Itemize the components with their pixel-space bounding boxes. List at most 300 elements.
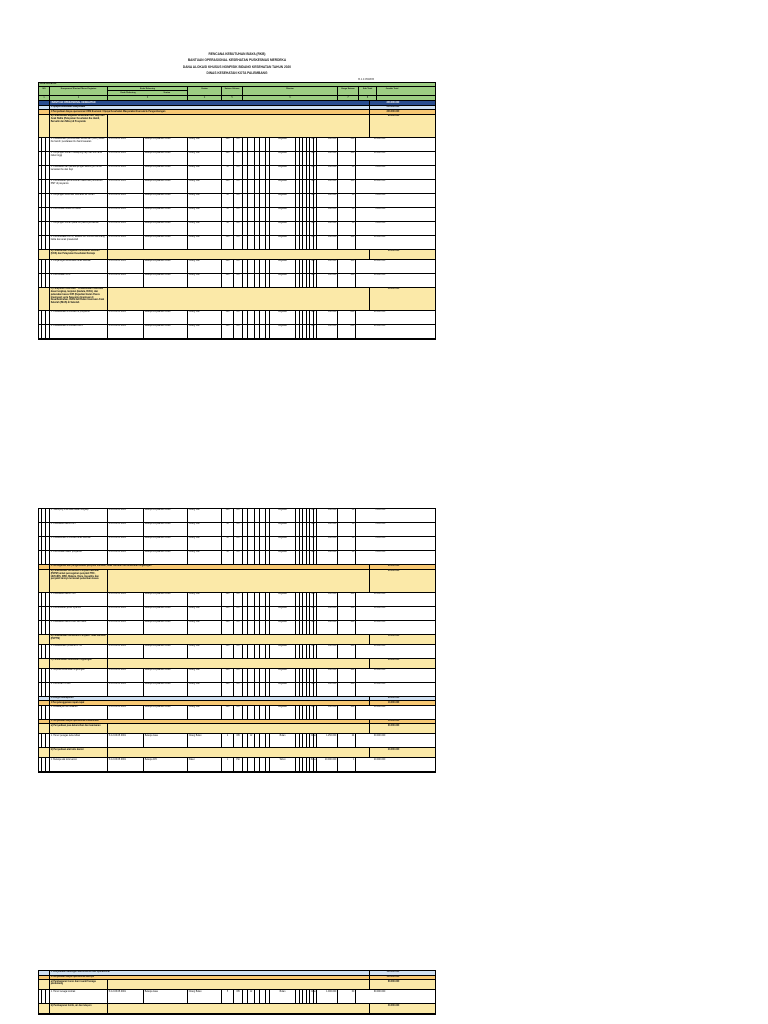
index-cell bbox=[377, 96, 407, 100]
kode-rekening: 5.2.2.06.05.0001 bbox=[108, 669, 144, 682]
harga-satuan: 100.000 bbox=[317, 537, 338, 550]
kode-rekening: 5.2.2.06.05.0001 bbox=[108, 152, 144, 165]
table-row bbox=[39, 180, 435, 194]
item-description: 6. Pembinaan kelas ibu balita bbox=[50, 208, 108, 221]
item-description: 2. Kunjungan rumah / sweeping bayi dan ibu hamil risiko tinggi bbox=[50, 152, 108, 165]
harga-satuan: 100.000 bbox=[317, 706, 338, 719]
rincian: Paket bbox=[310, 758, 314, 771]
satuan: Orang Kali bbox=[188, 152, 222, 165]
row-marker bbox=[39, 1004, 50, 1013]
rincian: Orang bbox=[310, 734, 314, 747]
unit-1: OB bbox=[234, 734, 243, 747]
unit-2: Kegiatan bbox=[270, 325, 296, 338]
unit-1: OK bbox=[234, 260, 243, 273]
unit-2: Kegiatan bbox=[270, 166, 296, 179]
volume-2 bbox=[248, 523, 255, 536]
row-marker bbox=[39, 971, 50, 975]
row-marker bbox=[39, 115, 50, 137]
harga-satuan: 100.000 bbox=[317, 208, 338, 221]
unit-1: OK bbox=[234, 274, 243, 287]
harga-satuan: 100.000 bbox=[317, 621, 338, 634]
spacer bbox=[108, 288, 370, 310]
sub-activity-row bbox=[39, 659, 435, 669]
sub-activity-row bbox=[39, 288, 435, 311]
row-marker bbox=[39, 720, 50, 724]
unit-2: Kegiatan bbox=[270, 222, 296, 235]
rincian: Tim bbox=[310, 152, 314, 165]
volume-1: 5 bbox=[222, 990, 234, 1003]
rincian: Tim bbox=[310, 236, 314, 249]
jumlah-total: 20.000.000 bbox=[373, 758, 386, 761]
sub-total: 100 bbox=[338, 236, 356, 249]
sub-total: 100 bbox=[338, 152, 356, 165]
volume-2 bbox=[248, 194, 255, 207]
section-label: a) Pembayaran honor dan insentif tenaga pendukung bbox=[50, 980, 108, 989]
table-row bbox=[39, 523, 435, 537]
section-total: 40.000.000 bbox=[387, 1004, 400, 1007]
item-description: 1. Inspeksi kesehatan lingkungan bbox=[50, 669, 108, 682]
section-label: I BANTUAN OPERASIONAL KESEHATAN bbox=[50, 101, 370, 105]
uraian-belanja: Belanja Perjalanan Dinas bbox=[144, 180, 188, 193]
document-number: B.1.3.05/RKB bbox=[358, 77, 374, 81]
unit-1: OK bbox=[234, 509, 243, 522]
spacer bbox=[108, 659, 370, 668]
table-row bbox=[39, 734, 435, 748]
item-description: 3. Pelacakan dan pendampingan kasus gizi buruk/ kematian ibu dan bayi bbox=[50, 166, 108, 179]
unit-1: OK bbox=[234, 152, 243, 165]
harga-satuan: 100.000 bbox=[317, 138, 338, 151]
row-marker bbox=[39, 980, 50, 989]
volume-2 bbox=[248, 669, 255, 682]
kode-rekening: 5.2.2.06.05.0001 bbox=[108, 706, 144, 719]
header-satuan-volume bbox=[222, 87, 243, 95]
sub-total: 50 bbox=[338, 208, 356, 221]
sub-total: 50 bbox=[338, 166, 356, 179]
index-cell: 1 bbox=[39, 96, 50, 100]
document-page-3 bbox=[38, 970, 436, 1015]
sub-total: 50 bbox=[338, 222, 356, 235]
table-row bbox=[39, 706, 435, 720]
budget-table-continued bbox=[38, 508, 436, 773]
unit-2: Kegiatan bbox=[270, 180, 296, 193]
section-label: a) Pelaksanaan Surveilans Penyakit Menular (P2PM) untuk pencegahan penyakit TBC, HIV/AIDS, DBD, Malaria, Diare, Hepatitis dan penyakit lainnya termasuk penemuan kasus bbox=[50, 570, 108, 592]
jumlah-total: 5.000.000 bbox=[375, 537, 386, 540]
spacer bbox=[108, 635, 370, 644]
uraian-belanja: Belanja Jasa bbox=[144, 734, 188, 747]
rincian: Tim bbox=[310, 311, 314, 324]
unit-2: Kegiatan bbox=[270, 260, 296, 273]
unit-2: Kegiatan bbox=[270, 274, 296, 287]
uraian-belanja: Belanja Perjalanan Dinas bbox=[144, 537, 188, 550]
kode-rekening: 5.2.2.06.05.0001 bbox=[108, 222, 144, 235]
jumlah-total: 10.000.000 bbox=[373, 620, 386, 623]
table-row bbox=[39, 607, 435, 621]
kode-rekening: 5.2.2.06.05.0001 bbox=[108, 260, 144, 273]
rincian: Tim bbox=[310, 621, 314, 634]
header-harga-satuan: Harga Satuan bbox=[338, 87, 359, 95]
header-volume: Volume bbox=[232, 87, 240, 90]
kode-rekening: 5.2.2.06.05.0001 bbox=[108, 645, 144, 658]
harga-satuan: 100.000 bbox=[317, 645, 338, 658]
volume-2: 12 bbox=[248, 734, 255, 747]
kode-rekening: 5.2.2.06.05.0001 bbox=[108, 683, 144, 696]
satuan: Orang Kali bbox=[188, 260, 222, 273]
section-total: 20.000.000 bbox=[387, 658, 400, 661]
sub-total: 100 bbox=[338, 669, 356, 682]
volume-1: 50 bbox=[222, 194, 234, 207]
unit-1: OK bbox=[234, 607, 243, 620]
section-label: b) Penyediaan alat tulis kantor bbox=[50, 748, 108, 757]
section-label: c) Pemantauan kesehatan lingkungan bbox=[50, 659, 108, 668]
sub-total: 100 bbox=[338, 274, 356, 287]
satuan: Orang Kali bbox=[188, 194, 222, 207]
harga-satuan: 100.000 bbox=[317, 260, 338, 273]
sub-activity-row bbox=[39, 635, 435, 645]
uraian-belanja: Belanja Perjalanan Dinas bbox=[144, 509, 188, 522]
rincian: Orang bbox=[310, 990, 314, 1003]
kode-rekening: 5.2.2.06.05.0001 bbox=[108, 537, 144, 550]
jumlah-total: 10.000.000 bbox=[373, 644, 386, 647]
table-row bbox=[39, 208, 435, 222]
harga-satuan: 100.000 bbox=[317, 180, 338, 193]
section-label: B Fungsi Manajemen bbox=[50, 697, 370, 701]
unit-2: Kegiatan bbox=[270, 152, 296, 165]
jumlah-total: 20.000.000 bbox=[373, 311, 386, 314]
unit-1: OK bbox=[234, 138, 243, 151]
rincian: Tim bbox=[310, 208, 314, 221]
unit-1: OK bbox=[234, 669, 243, 682]
table-header-row bbox=[39, 87, 435, 96]
item-description: 2. Pemicuan STBM bbox=[50, 683, 108, 696]
table-row bbox=[39, 260, 435, 274]
volume-2 bbox=[248, 325, 255, 338]
harga-satuan: 100.000 bbox=[317, 236, 338, 249]
table-row bbox=[39, 138, 435, 152]
satuan: Orang Kali bbox=[188, 537, 222, 550]
rincian: Tim bbox=[310, 607, 314, 620]
unit-1: OK bbox=[234, 683, 243, 696]
uraian-belanja: Belanja Perjalanan Dinas bbox=[144, 194, 188, 207]
unit-1: OK bbox=[234, 180, 243, 193]
unit-2: Kegiatan bbox=[270, 645, 296, 658]
section-label: 1 Penyelenggaraan rapat-rapat bbox=[50, 701, 370, 705]
kode-rekening: 5.2.2.06.05.0001 bbox=[108, 325, 144, 338]
budget-table bbox=[38, 82, 436, 340]
kode-rekening: 5.2.2.06.05.0001 bbox=[108, 509, 144, 522]
jumlah-total: 5.000.000 bbox=[375, 194, 386, 197]
jumlah-total: 5.000.000 bbox=[375, 523, 386, 526]
unit-2: Tahun bbox=[270, 758, 296, 771]
volume-2 bbox=[248, 166, 255, 179]
volume-2 bbox=[248, 593, 255, 606]
jumlah-total: 10.000.000 bbox=[373, 592, 386, 595]
section-total: 10.000.000 bbox=[387, 701, 400, 704]
uraian-belanja: Belanja Perjalanan Dinas bbox=[144, 325, 188, 338]
sub-total: 500 bbox=[338, 138, 356, 151]
item-description: 3. Sweeping imunisasi dasar lengkap bbox=[50, 509, 108, 522]
section-label: c) Pelayanan Imunisasi : Pelaksanaan Imunisasi dasar lengkap, lanjutan (baduta, BIAS), dan pelacakan kasus KIPI (Kejadian Ikutan Pasca Imunisasi) serta Sweeping Imunisasi di Desa/Kelurahan, BIAN dan Bulan Imunisasi Anak Sekolah (BIAS) di Sekolah bbox=[50, 288, 108, 310]
jumlah-total: 10.000.000 bbox=[373, 152, 386, 155]
kode-rekening: 5.2.2.06.05.0001 bbox=[108, 208, 144, 221]
satuan: Orang Kali bbox=[188, 669, 222, 682]
kode-rekening: 5.2.2.06.05.0001 bbox=[108, 758, 144, 771]
harga-satuan: 100.000 bbox=[317, 523, 338, 536]
sub-total: 200 bbox=[338, 325, 356, 338]
spacer bbox=[108, 570, 370, 592]
item-description: 1. Honor petugas kebersihan bbox=[50, 734, 108, 747]
sub-activity-row bbox=[39, 748, 435, 758]
document-page-1 bbox=[38, 52, 436, 340]
row-marker bbox=[39, 565, 50, 569]
uraian-belanja: Belanja Perjalanan Dinas bbox=[144, 551, 188, 564]
sub-activity-row bbox=[39, 250, 435, 260]
item-description: 4. Pelacakan kasus KIPI bbox=[50, 523, 108, 536]
volume-1: 100 bbox=[222, 180, 234, 193]
sub-total: 1 bbox=[338, 758, 356, 771]
volume-2 bbox=[248, 551, 255, 564]
table-row bbox=[39, 758, 435, 772]
volume-1: 100 bbox=[222, 645, 234, 658]
unit-2: Kegiatan bbox=[270, 593, 296, 606]
rincian: Tim bbox=[310, 683, 314, 696]
volume-1: 100 bbox=[222, 138, 234, 151]
uraian-belanja: Belanja Perjalanan Dinas bbox=[144, 607, 188, 620]
kode-rekening: 5.2.2.06.05.0001 bbox=[108, 621, 144, 634]
volume-1: 100 bbox=[222, 593, 234, 606]
kode-rekening: 5.2.2.06.05.0001 bbox=[108, 138, 144, 151]
rincian: Tim bbox=[310, 537, 314, 550]
spacer bbox=[108, 748, 370, 757]
unit-2: Kegiatan bbox=[270, 621, 296, 634]
row-marker bbox=[39, 724, 50, 733]
header-satuan: Satuan bbox=[224, 87, 232, 90]
uraian-belanja: Belanja Perjalanan Dinas bbox=[144, 260, 188, 273]
unit-2: Kegiatan bbox=[270, 607, 296, 620]
section-label: 2 Pencegahan dan pengendalian penyakit menular, tidak menular dan kesehatan lingkungan bbox=[50, 565, 370, 569]
section-total: 60.000.000 bbox=[387, 980, 400, 983]
unit-2: Kegiatan bbox=[270, 551, 296, 564]
item-description: 2. Pelaksanaan imunisasi BIAS bbox=[50, 325, 108, 338]
section-total: 100.000.000 bbox=[386, 971, 400, 974]
table-row bbox=[39, 274, 435, 288]
jumlah-total: 10.000.000 bbox=[373, 138, 386, 141]
kode-rekening: 5.2.2.06.05.0001 bbox=[108, 180, 144, 193]
header-uraian: Uraian bbox=[188, 87, 222, 95]
header-rincian: Rincian bbox=[243, 87, 338, 95]
header-uraian-group: Uraian bbox=[163, 91, 171, 94]
table-row bbox=[39, 509, 435, 523]
table-row bbox=[39, 194, 435, 208]
uraian-belanja: Belanja Perjalanan Dinas bbox=[144, 683, 188, 696]
sub-total: 50 bbox=[338, 509, 356, 522]
unit-1: OK bbox=[234, 208, 243, 221]
table-row bbox=[39, 537, 435, 551]
volume-2 bbox=[248, 180, 255, 193]
jumlah-total: 10.000.000 bbox=[373, 260, 386, 263]
jumlah-total: 10.000.000 bbox=[373, 236, 386, 239]
unit-1: OK bbox=[234, 523, 243, 536]
sub-total: 50 bbox=[338, 537, 356, 550]
index-cell: 3 bbox=[108, 96, 188, 100]
header-kode: Kode Rekening bbox=[120, 91, 136, 94]
jumlah-total: 10.000.000 bbox=[373, 668, 386, 671]
satuan: Orang Bulan bbox=[188, 990, 222, 1003]
item-description: 8. Pemeriksaan DDTK, deteksi dini tumbuh kembang balita dan anak prasekolah bbox=[50, 236, 108, 249]
table-row bbox=[39, 645, 435, 659]
table-row bbox=[39, 152, 435, 166]
table-row bbox=[39, 621, 435, 635]
volume-1: 100 bbox=[222, 607, 234, 620]
section-total: 60.000.000 bbox=[387, 565, 400, 568]
item-description: 2. Pembinaan UKS bbox=[50, 274, 108, 287]
rincian: Tim bbox=[310, 274, 314, 287]
kode-rekening: 5.2.2.06.05.0001 bbox=[108, 523, 144, 536]
rincian: Tim bbox=[310, 509, 314, 522]
harga-satuan: 100.000 bbox=[317, 325, 338, 338]
kode-rekening: 5.2.2.06.05.0001 bbox=[108, 607, 144, 620]
index-cell: 7 bbox=[338, 96, 359, 100]
kode-rekening: 5.2.2.06.05.0001 bbox=[108, 236, 144, 249]
kode-rekening: 5.2.2.06.05.0001 bbox=[108, 551, 144, 564]
satuan: Orang Kali bbox=[188, 274, 222, 287]
satuan: Orang Kali bbox=[188, 325, 222, 338]
harga-satuan: 100.000 bbox=[317, 509, 338, 522]
volume-2 bbox=[248, 260, 255, 273]
title-line: RENCANA KEBUTUHAN BIAYA (RKB) bbox=[208, 52, 266, 56]
jumlah-total: 5.000.000 bbox=[375, 551, 386, 554]
table-row bbox=[39, 551, 435, 565]
unit-1: OK bbox=[234, 194, 243, 207]
item-description: 1. Penjaringan kesehatan anak sekolah bbox=[50, 260, 108, 273]
table-body bbox=[39, 509, 435, 772]
harga-satuan: 1.250.000 bbox=[317, 734, 338, 747]
row-marker bbox=[39, 697, 50, 701]
kode-rekening: 5.2.2.06.05.0001 bbox=[108, 734, 144, 747]
header-kode-split bbox=[108, 87, 187, 94]
header-jumlah-total: Jumlah Total bbox=[385, 87, 399, 90]
jumlah-total: 20.000.000 bbox=[373, 325, 386, 328]
item-description: 4. Pemantauan pertumbuhan balita dan pemberian PMT di posyandu bbox=[50, 180, 108, 193]
unit-1: OK bbox=[234, 537, 243, 550]
section-total: 60.000.000 bbox=[387, 696, 400, 699]
table-row bbox=[39, 990, 435, 1004]
satuan: Orang Kali bbox=[188, 311, 222, 324]
unit-2: Kegiatan bbox=[270, 138, 296, 151]
unit-2: Bulan bbox=[270, 734, 296, 747]
spacer bbox=[108, 724, 370, 733]
volume-1: 50 bbox=[222, 537, 234, 550]
unit-1: Pkt bbox=[234, 758, 243, 771]
sub-activity-row bbox=[39, 724, 435, 734]
unit-1: OK bbox=[234, 222, 243, 235]
volume-1: 100 bbox=[222, 311, 234, 324]
uraian-belanja: Belanja Perjalanan Dinas bbox=[144, 222, 188, 235]
row-marker bbox=[39, 288, 50, 310]
volume-1: 100 bbox=[222, 683, 234, 696]
harga-satuan: 100.000 bbox=[317, 311, 338, 324]
uraian-belanja: Belanja Perjalanan Dinas bbox=[144, 208, 188, 221]
satuan: Orang Kali bbox=[188, 180, 222, 193]
harga-satuan: 100.000 bbox=[317, 683, 338, 696]
harga-satuan: 100.000 bbox=[317, 551, 338, 564]
title-line: BANTUAN OPERASIONAL KESEHATAN PUSKESMAS MERDEKA bbox=[187, 58, 287, 63]
table-body bbox=[39, 101, 435, 339]
harga-satuan: 100.000 bbox=[317, 222, 338, 235]
title-line: DANA ALOKASI KHUSUS NONFISIK BIDANG KESEHATAN TAHUN 2020 bbox=[182, 64, 292, 69]
item-description: 1. Pelaksanaan pemeriksaan kehamilan (ANC) kelas ibu hamil / pendataan ibu hamil sasaran bbox=[50, 138, 108, 151]
volume-2 bbox=[248, 683, 255, 696]
satuan: Orang Kali bbox=[188, 523, 222, 536]
section-total: 340.000.000 bbox=[386, 106, 400, 109]
unit-2: Kegiatan bbox=[270, 208, 296, 221]
volume-2 bbox=[248, 311, 255, 324]
item-description: 1. Belanja alat tulis kantor bbox=[50, 758, 108, 771]
unit-2: Bulan bbox=[270, 990, 296, 1003]
volume-2 bbox=[248, 222, 255, 235]
jumlah-total: 10.000.000 bbox=[373, 274, 386, 277]
jumlah-total: 10.000.000 bbox=[373, 180, 386, 183]
unit-2: Kegiatan bbox=[270, 509, 296, 522]
sub-total: 100 bbox=[338, 180, 356, 193]
satuan: Orang Kali bbox=[188, 236, 222, 249]
table-row bbox=[39, 669, 435, 683]
unit-1: OK bbox=[234, 621, 243, 634]
header-kode-rekening bbox=[108, 87, 188, 95]
rincian: Tim bbox=[310, 138, 314, 151]
volume-2 bbox=[248, 152, 255, 165]
volume-1: 50 bbox=[222, 551, 234, 564]
satuan: Paket bbox=[188, 758, 222, 771]
item-description: 1. Pelacakan kasus TBC bbox=[50, 593, 108, 606]
kode-rekening: 5.2.2.06.05.0001 bbox=[108, 311, 144, 324]
section-total: 20.000.000 bbox=[387, 250, 400, 253]
sub-activity-row bbox=[39, 1004, 435, 1014]
uraian-belanja: Belanja Perjalanan Dinas bbox=[144, 669, 188, 682]
item-description: 7. Kunjungan rumah pada ibu pasca persalinan bbox=[50, 222, 108, 235]
volume-2 bbox=[248, 706, 255, 719]
table-row bbox=[39, 166, 435, 180]
volume-1: 50 bbox=[222, 523, 234, 536]
harga-satuan: 100.000 bbox=[317, 274, 338, 287]
satuan: Orang Kali bbox=[188, 138, 222, 151]
harga-satuan: 100.000 bbox=[317, 669, 338, 682]
index-cell: 6 bbox=[243, 96, 338, 100]
uraian-belanja: Belanja Perjalanan Dinas bbox=[144, 706, 188, 719]
unit-1: OK bbox=[234, 166, 243, 179]
section-total: 80.000.000 bbox=[387, 115, 400, 118]
rincian: Tim bbox=[310, 166, 314, 179]
header-komponen: Komponen/ Rincian/ Menu Kegiatan bbox=[50, 87, 108, 95]
table-row bbox=[39, 593, 435, 607]
sub-total: 100 bbox=[338, 706, 356, 719]
unit-2: Kegiatan bbox=[270, 706, 296, 719]
harga-satuan: 100.000 bbox=[317, 152, 338, 165]
item-description: 1. Pelaksanaan imunisasi di posyandu bbox=[50, 311, 108, 324]
rincian: Tim bbox=[310, 325, 314, 338]
section-label: b) Pembayaran listrik, air dan telepon bbox=[50, 1004, 108, 1013]
satuan: Orang Kali bbox=[188, 706, 222, 719]
section-total: 20.000.000 bbox=[387, 748, 400, 751]
satuan: Orang Kali bbox=[188, 166, 222, 179]
jumlah-total: 30.000.000 bbox=[373, 734, 386, 737]
sub-total: 100 bbox=[338, 260, 356, 273]
spacer bbox=[108, 1004, 370, 1013]
index-cell: 2 bbox=[50, 96, 108, 100]
volume-1: 2 bbox=[222, 734, 234, 747]
section-label: 2 Penyediaan biaya operasional Puskesmas bbox=[50, 720, 370, 724]
harga-satuan: 100.000 bbox=[317, 593, 338, 606]
volume-2 bbox=[248, 758, 255, 771]
